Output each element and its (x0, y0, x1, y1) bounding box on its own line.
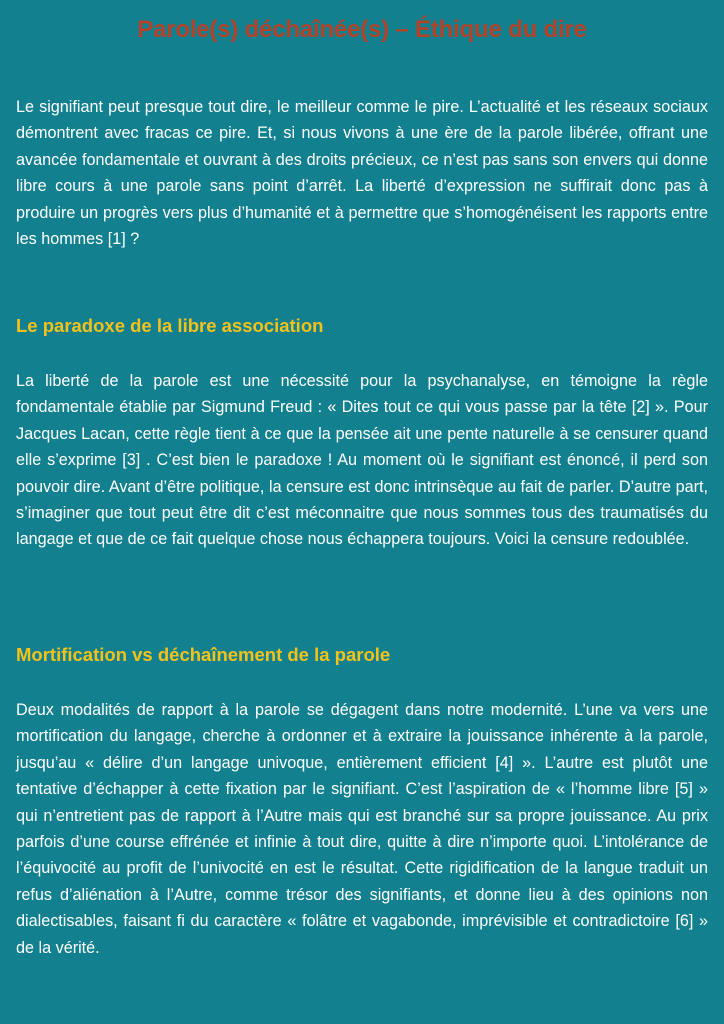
section-heading-paradox: Le paradoxe de la libre association (16, 315, 324, 336)
section-paragraph-paradox: La liberté de la parole est une nécessité pour la psychanalyse, en témoigne la règle fondamentale établie par Sigmund Freud : « Dites tout ce qui vous passe par la tête [2] ». Pour Jacques Lacan, cette règle tient à ce que la pensée ait une pente naturelle à se censurer quand elle s’exprime [3] . C’est bien le paradoxe ! Au moment où le signifiant est énoncé, il perd son pouvoir dire. Avant d’être politique, la censure est donc intrinsèque au fait de parler. D’autre part, s’imaginer que tout peut être dit c’est méconnaitre que nous sommes tous des traumatisés du langage et que de ce fait quelque chose nous échappera toujours. Voici la censure redoublée. (16, 372, 708, 549)
section-paragraph-mortification: Deux modalités de rapport à la parole se dégagent dans notre modernité. L’une va vers une mortification du langage, cherche à ordonner et à extraire la jouissance inhérente à la parole, jusqu’au « délire d’un langage univoque, entièrement efficient [4] ». L’autre est plutôt une tentative d’échapper à cette fixation par le signifiant. C’est l’aspiration de « l’homme libre [5] » qui n’entretient pas de rapport à l’Autre mais qui est branché sur sa propre jouissance. Au prix parfois d’une course effrénée et infinie à tout dire, quitte à dire n’importe quoi. L’intolérance de l’équivocité au profit de l’univocité en est le résultat. Cette rigidification de la langue traduit un refus d’aliénation à l’Autre, comme trésor des signifiants, et donne lieu à des opinions non dialectisables, faisant fi du caractère « folâtre et vagabonde, imprévisible et contradictoire [6] » de la vérité. (16, 701, 708, 957)
intro-paragraph: Le signifiant peut presque tout dire, le meilleur comme le pire. L’actualité et les réseaux sociaux démontrent avec fracas ce pire. Et, si nous vivons à une ère de la parole libérée, offrant une avancée fondamentale et ouvrant à des droits précieux, ce n’est pas sans son envers qui donne libre cours à une parole sans point d’arrêt. La liberté d’expression ne suffirait donc pas à produire un progrès vers plus d’humanité et à permettre que s’homogénéisent les rapports entre les hommes [1] ? (16, 98, 708, 249)
page-title: Parole(s) déchaînée(s) – Éthique du dire (137, 16, 587, 43)
section-heading-mortification: Mortification vs déchaînement de la parole (16, 644, 391, 665)
